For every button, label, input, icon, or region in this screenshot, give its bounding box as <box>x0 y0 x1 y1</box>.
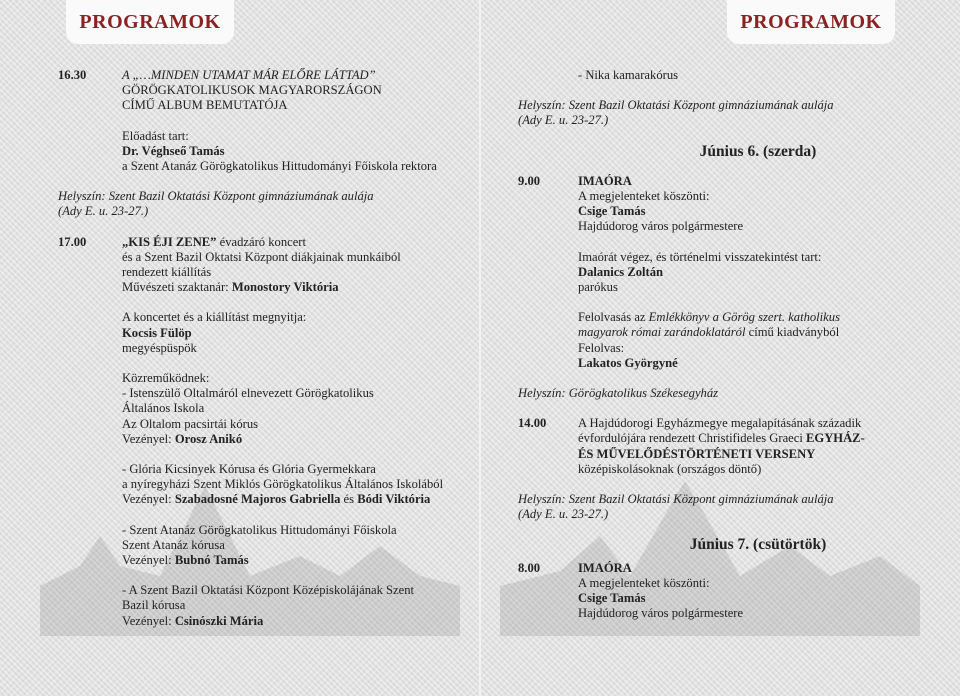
left-page <box>58 68 468 629</box>
teacher-name: Monostory Viktória <box>231 280 339 295</box>
event-time: 14.00 <box>518 416 547 431</box>
choir-line: - A Szent Bazil Oktatási Központ Középiskolájának Szent <box>122 583 415 598</box>
choir-line: Szent Atanáz kórusa <box>122 537 225 552</box>
location-line: (Ady E. u. 23-27.) <box>518 113 609 128</box>
conductor-label: Vezényel: <box>122 431 175 446</box>
day-heading: Június 7. (csütörtök) <box>689 536 827 554</box>
event-time: 8.00 <box>518 560 541 575</box>
greeter-role: Hajdúdorog város polgármestere <box>578 606 744 621</box>
location-line: Helyszín: Szent Bazil Oktatási Központ gimnáziumának aulája <box>518 98 834 113</box>
event-album <box>58 68 468 174</box>
choir-line: Általános Iskola <box>122 401 205 416</box>
reader-name: Lakatos Györgyné <box>578 355 678 370</box>
location-line: Helyszín: Szent Bazil Oktatási Központ gimnáziumának aulája <box>518 492 834 507</box>
conductor-label: Vezényel: <box>122 492 175 507</box>
event-time: 9.00 <box>518 173 541 188</box>
choir-line: - Istenszülő Oltalmáról elnevezett Görögkatolikus <box>122 386 374 401</box>
conductor-label: Vezényel: <box>122 553 175 568</box>
page-gutter <box>479 0 481 696</box>
event-title-line: GÖRÖGKATOLIKUSOK MAGYARORSZÁGON <box>122 83 382 98</box>
reflector-role: parókus <box>578 280 618 295</box>
location-line: (Ady E. u. 23-27.) <box>58 204 149 219</box>
competition-line: középiskolásoknak (országos döntő) <box>578 461 762 476</box>
concert-title: „KIS ÉJI ZENE” <box>122 234 217 249</box>
conductor-name: Orosz Anikó <box>174 431 243 446</box>
reading-book: Emlékkönyv a Görög szert. katholikus <box>648 310 840 325</box>
conductor-name: Szabadosné Majoros Gabriella <box>174 492 341 507</box>
reflector-name: Dalanics Zoltán <box>578 264 664 279</box>
conjunction: és <box>340 492 358 507</box>
event-prayer-1 <box>518 174 928 371</box>
location-line: (Ady E. u. 23-27.) <box>518 507 609 522</box>
reading-text: című kiadványból <box>745 325 840 340</box>
opener-role: megyéspüspök <box>122 340 197 355</box>
event-prayer-2 <box>518 561 928 622</box>
choir-line: Bazil kórusa <box>122 598 186 613</box>
day-heading: Június 6. (szerda) <box>699 142 817 160</box>
event-title: IMAÓRA <box>578 173 632 188</box>
greeter-label: A megjelenteket köszönti: <box>578 189 710 204</box>
competition-line: évfordulójára rendezett Christifideles Graeci <box>578 431 806 446</box>
reading-text: Felolvasás az <box>578 310 649 325</box>
competition-title: ÉS MŰVELŐDÉSTÖRTÉNETI VERSENY <box>578 446 816 461</box>
contributors-label: Közreműködnek: <box>122 371 210 386</box>
desc-line: rendezett kiállítás <box>122 265 212 280</box>
event-competition <box>518 416 928 477</box>
header-tab-left: PROGRAMOK <box>66 0 234 44</box>
choir-line: - Szent Atanáz Görögkatolikus Hittudományi Főiskola <box>122 522 397 537</box>
conductor-name: Bubnó Tamás <box>174 553 249 568</box>
opener-label: A koncertet és a kiállítást megnyitja: <box>122 310 307 325</box>
presenter-name: Dr. Véghseő Tamás <box>122 143 225 158</box>
desc-line: és a Szent Bazil Oktatsi Központ diákjainak munkáiból <box>122 249 401 264</box>
teacher-label: Művészeti szaktanár: <box>122 280 232 295</box>
event-time: 16.30 <box>58 68 87 82</box>
choir-line: - Nika kamarakórus <box>578 68 679 82</box>
presenter-label: Előadást tart: <box>122 128 189 143</box>
concert-subtitle: évadzáró koncert <box>216 234 306 249</box>
event-title-line: A „…MINDEN UTAMAT MÁR ELŐRE LÁTTAD” <box>122 68 376 82</box>
right-page <box>518 68 928 621</box>
reflector-label: Imaórát végez, és történelmi visszatekintést tart: <box>578 249 822 264</box>
presenter-role: a Szent Atanáz Görögkatolikus Hittudományi Főiskola rektora <box>122 159 437 174</box>
location-line: Helyszín: Szent Bazil Oktatási Központ gimnáziumának aulája <box>58 189 374 204</box>
event-concert <box>58 235 468 629</box>
greeter-name: Csige Tamás <box>578 591 646 606</box>
competition-line: A Hajdúdorogi Egyházmegye megalapításának századik <box>578 416 862 431</box>
location-line: Helyszín: Görögkatolikus Székesegyház <box>518 386 719 401</box>
event-title-line: CÍMŰ ALBUM BEMUTATÓJA <box>122 98 288 113</box>
choir-line: Az Oltalom pacsirtái kórus <box>122 416 259 431</box>
greeter-name: Csige Tamás <box>578 204 646 219</box>
conductor-label: Vezényel: <box>122 613 175 628</box>
greeter-label: A megjelenteket köszönti: <box>578 575 710 590</box>
header-tab-right: PROGRAMOK <box>727 0 895 44</box>
reading-book: magyarok római zarándoklatáról <box>578 325 746 340</box>
opener-name: Kocsis Fülöp <box>122 325 192 340</box>
conductor-name: Csinószki Mária <box>174 613 264 628</box>
choir-line: a nyíregyházi Szent Miklós Görögkatolikus Általános Iskolából <box>122 477 444 492</box>
event-title: IMAÓRA <box>578 560 632 575</box>
conductor-name: Bódi Viktória <box>357 492 431 507</box>
reader-label: Felolvas: <box>578 340 625 355</box>
competition-title: EGYHÁZ- <box>806 431 865 446</box>
choir-line: - Glória Kicsinyek Kórusa és Glória Gyermekkara <box>122 462 376 477</box>
greeter-role: Hajdúdorog város polgármestere <box>578 219 744 234</box>
event-time: 17.00 <box>58 234 87 249</box>
